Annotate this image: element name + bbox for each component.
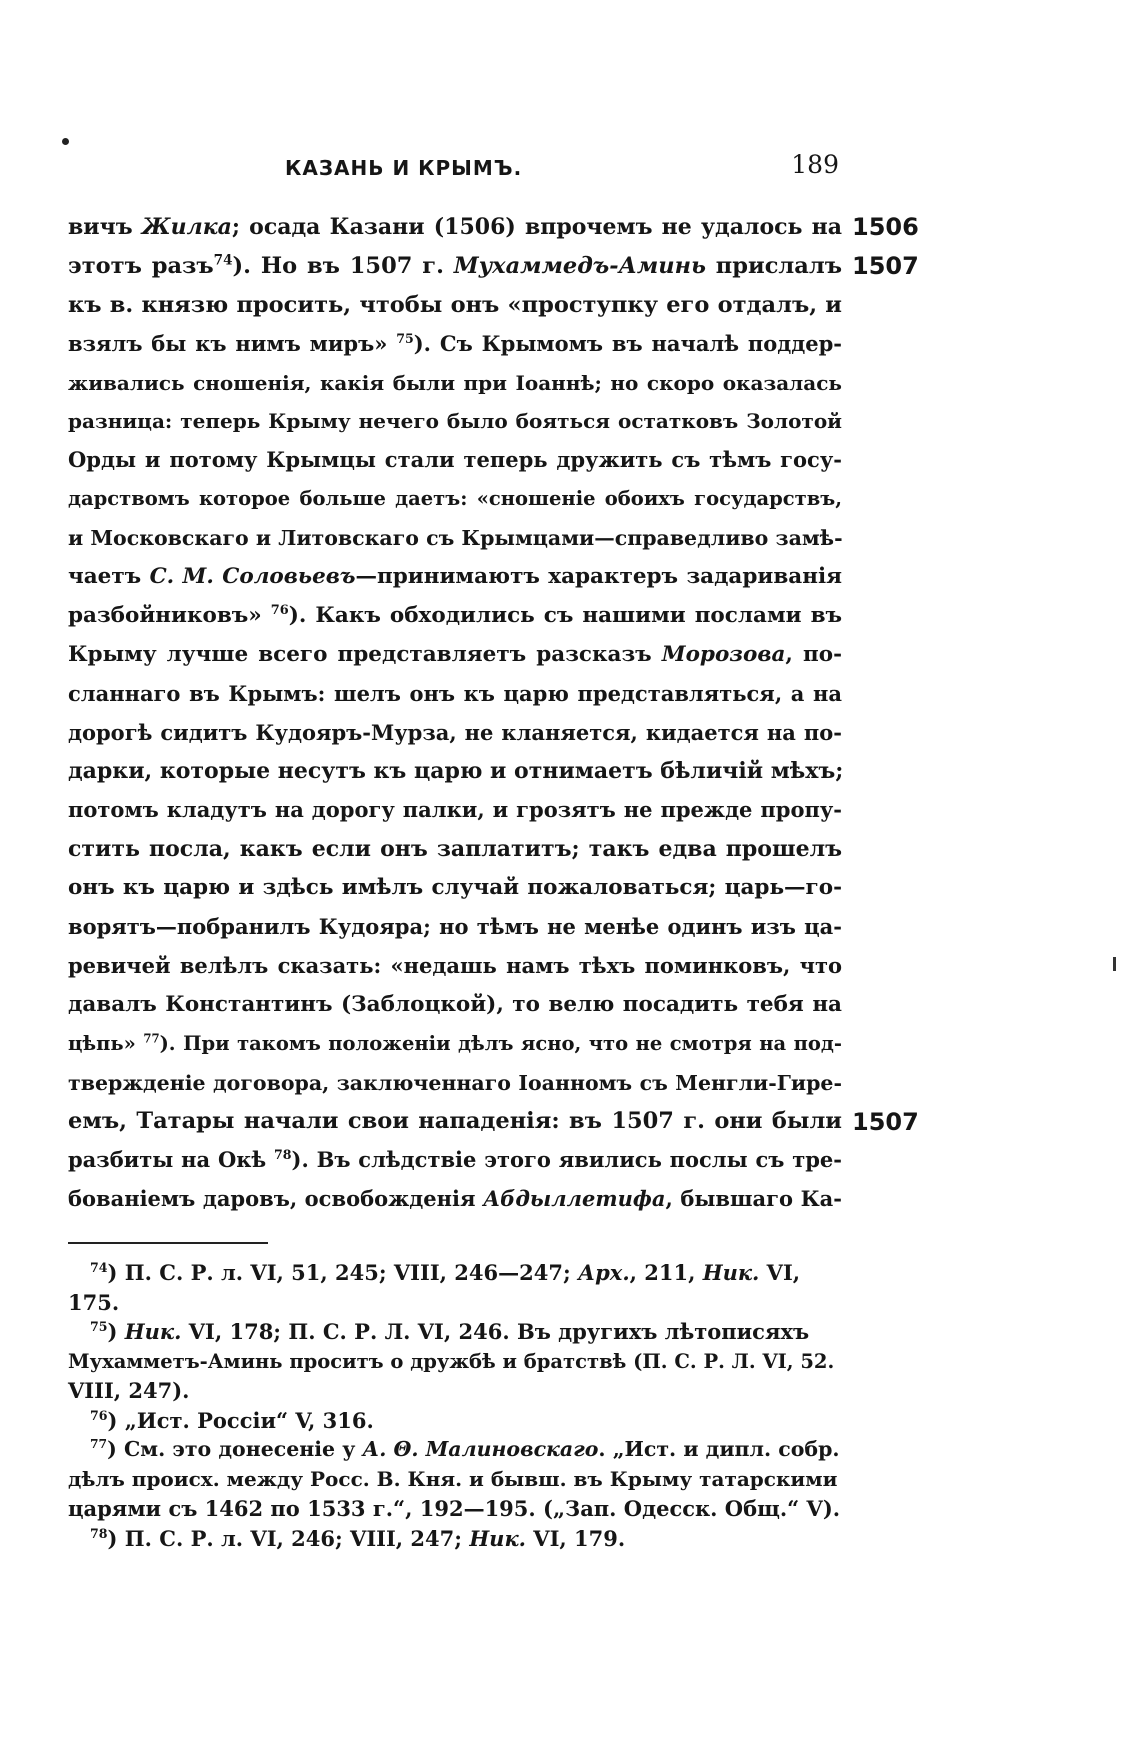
footnote-mark: 78 [90, 1525, 108, 1541]
text-line [68, 1141, 842, 1180]
text-segment: —принимаютъ характеръ задариванія [355, 564, 842, 590]
margin-year: 1507 [852, 251, 919, 280]
text-line [68, 597, 842, 636]
text-segment: , 211, [629, 1260, 703, 1285]
italic-name: Абдыллетифа [483, 1186, 666, 1212]
footnote-line [68, 1465, 842, 1495]
margin-year: 1507 [852, 1107, 919, 1136]
text-segment: . „Ист. и дипл. собр. [598, 1437, 840, 1461]
italic-name: Мухаммедъ-Аминь [453, 252, 706, 279]
text-segment: дѣлъ происх. между Росс. В. Кня. и бывш. въ Крыму татарскими [68, 1466, 838, 1491]
text-line [68, 830, 842, 869]
text-segment: онъ къ царю и здѣсь имѣлъ случай пожаловаться; царь—го- [68, 875, 842, 901]
text-segment: 175. [68, 1289, 120, 1315]
text-line [68, 325, 842, 364]
text-segment: ) П. С. Р. л. VI, 246; VIII, 247; [107, 1525, 470, 1551]
text-segment: разбиты на Окѣ [68, 1147, 275, 1173]
text-line [68, 247, 842, 286]
text-segment: вичъ [68, 214, 142, 240]
text-segment: Крыму лучше всего представляетъ разсказъ [68, 641, 662, 667]
text-segment: ревичей велѣлъ сказать: «недашь намъ тѣхъ поминковъ, что [68, 952, 842, 978]
text-line [68, 558, 842, 597]
footnote-line [68, 1435, 842, 1465]
text-segment: дарки, которые несутъ къ царю и отнимаетъ бѣличій мѣхъ; [68, 758, 844, 785]
text-line [68, 402, 842, 441]
running-head: КАЗАНЬ И КРЫМЪ. [285, 156, 523, 180]
footnote-line [68, 1494, 842, 1524]
footnote-mark: 75 [90, 1319, 108, 1334]
text-segment: разбойниковъ» [68, 602, 271, 628]
footnote-ref: 74 [213, 252, 233, 269]
text-line [68, 947, 842, 986]
text-segment: ворятъ—побранилъ Кудояра; но тѣмъ не менѣе одинъ изъ ца- [68, 914, 842, 940]
text-segment: взялъ бы къ нимъ миръ» [68, 330, 397, 356]
footnote-line [68, 1288, 842, 1318]
text-segment: прислалъ [705, 252, 842, 279]
text-segment: Мухамметъ-Аминь проситъ о дружбѣ и братствѣ (П. С. Р. Л. VI, 52. [68, 1349, 835, 1373]
footnote-line [68, 1406, 842, 1436]
text-segment: VI, 178; П. С. Р. Л. VI, 246. Въ другихъ лѣтописяхъ [181, 1319, 810, 1344]
text-line [68, 675, 842, 714]
text-segment: цѣпь» [68, 1031, 144, 1055]
italic-ref: Ник. [124, 1319, 182, 1344]
text-segment: сланнаго въ Крымъ: шелъ онъ къ царю представляться, а на [68, 680, 842, 706]
italic-name: Морозова [661, 641, 786, 667]
text-segment: ) „Ист. Россіи“ V, 316. [107, 1407, 374, 1433]
text-line [68, 791, 842, 830]
text-line [68, 869, 842, 908]
italic-name: С. М. Соловьевъ [149, 564, 356, 590]
footnote-line [68, 1317, 842, 1347]
footnote-mark: 76 [90, 1407, 108, 1423]
text-segment: VI, [759, 1260, 801, 1285]
text-line [68, 1102, 842, 1141]
text-line [68, 208, 842, 247]
page-header [285, 150, 845, 190]
text-line [68, 1025, 842, 1064]
footnote-ref: 78 [274, 1147, 292, 1163]
text-line [68, 986, 842, 1025]
text-segment: стить посла, какъ если онъ заплатитъ; такъ едва прошелъ [68, 836, 842, 863]
page-number: 189 [791, 150, 839, 179]
footnote-ref: 76 [270, 602, 289, 618]
text-line [68, 364, 842, 403]
footnote-line [68, 1258, 842, 1288]
text-segment: къ в. князю просить, чтобы онъ «проступку его отдалъ, и [68, 291, 842, 318]
italic-ref: Ник. [702, 1260, 760, 1285]
footnote-mark: 77 [90, 1436, 108, 1452]
text-segment: VI, 179. [525, 1525, 626, 1551]
footnote [68, 1524, 842, 1554]
text-segment: , бывшаго Ка- [665, 1186, 842, 1212]
footnote-line [68, 1376, 842, 1406]
footnote-mark: 74 [90, 1260, 108, 1275]
text-segment: емъ, Татары начали свои нападенія: въ 1507 г. они были [68, 1108, 842, 1135]
text-line [68, 441, 842, 480]
text-segment: разница: теперь Крыму нечего было бояться остатковъ Золотой [68, 409, 842, 434]
footnote [68, 1258, 842, 1317]
body-text [68, 208, 842, 1219]
text-segment: ). При такомъ положеніи дѣлъ ясно, что не смотря на под- [159, 1031, 842, 1055]
text-segment: этотъ разъ [68, 252, 214, 279]
text-segment: царями съ 1462 по 1533 г.“, 192—195. („Зап. Одесск. Общ.“ V). [68, 1496, 841, 1521]
text-segment: и Московскаго и Литовскаго съ Крымцами—справедливо замѣ- [68, 526, 843, 551]
text-segment: живались сношенія, какія были при Іоаннѣ; но скоро оказалась [68, 370, 842, 395]
text-segment: ; осада Казани (1506) впрочемъ не удалось на [231, 214, 842, 240]
text-segment: потомъ кладутъ на дорогу палки, и грозятъ не прежде пропу- [68, 797, 842, 823]
text-segment: ) См. это донесеніе у [107, 1437, 363, 1461]
stray-mark [1113, 957, 1116, 971]
text-line [68, 480, 842, 519]
text-segment: твержденіе договора, заключеннаго Іоанномъ съ Менгли-Гире- [68, 1070, 842, 1095]
text-segment: VIII, 247). [68, 1378, 190, 1403]
text-line [68, 714, 842, 753]
footnote [68, 1406, 842, 1436]
text-segment: ). Какъ обходились съ нашими послами въ [288, 602, 842, 628]
text-line [68, 752, 842, 791]
text-segment: ). Но въ 1507 г. [232, 252, 454, 279]
margin-year: 1506 [852, 213, 919, 241]
footnote-ref: 77 [143, 1031, 160, 1046]
text-segment: чаетъ [68, 564, 150, 590]
text-line [68, 1180, 842, 1219]
italic-ref: Ник. [469, 1525, 526, 1551]
text-segment: бованіемъ даровъ, освобожденія [68, 1186, 484, 1212]
text-line [68, 908, 842, 947]
italic-ref: Арх. [578, 1260, 630, 1285]
text-segment: дарствомъ которое больше даетъ: «сношеніе обоихъ государствъ, [68, 487, 842, 511]
footnote-rule [68, 1242, 268, 1244]
footnote-line [68, 1347, 842, 1377]
text-line [68, 519, 842, 558]
footnote-line [68, 1524, 842, 1554]
text-segment: давалъ Константинъ (Заблоцкой), то велю посадить тебя на [68, 991, 842, 1017]
text-segment: ). Въ слѣдствіе этого явились послы съ тре- [291, 1147, 842, 1173]
footnote-ref: 75 [396, 330, 414, 346]
text-segment: ). Съ Крымомъ въ началѣ поддер- [413, 330, 843, 356]
text-segment: Орды и потому Крымцы стали теперь дружить съ тѣмъ госу- [68, 447, 842, 473]
text-segment: ) [107, 1319, 125, 1344]
italic-name: Жилка [141, 214, 232, 240]
text-segment: ) П. С. Р. л. VI, 51, 245; VIII, 246—247; [107, 1260, 579, 1285]
text-line [68, 1064, 842, 1103]
footnote [68, 1317, 842, 1406]
text-line [68, 286, 842, 325]
footnotes [68, 1258, 842, 1553]
ink-dot [62, 138, 69, 145]
italic-ref: А. Θ. Малиновскаго [362, 1437, 599, 1461]
footnote [68, 1435, 842, 1524]
text-line [68, 636, 842, 675]
text-segment: дорогѣ сидитъ Кудояръ-Мурза, не кланяется, кидается на по- [68, 719, 842, 745]
text-segment: , по- [785, 641, 842, 667]
